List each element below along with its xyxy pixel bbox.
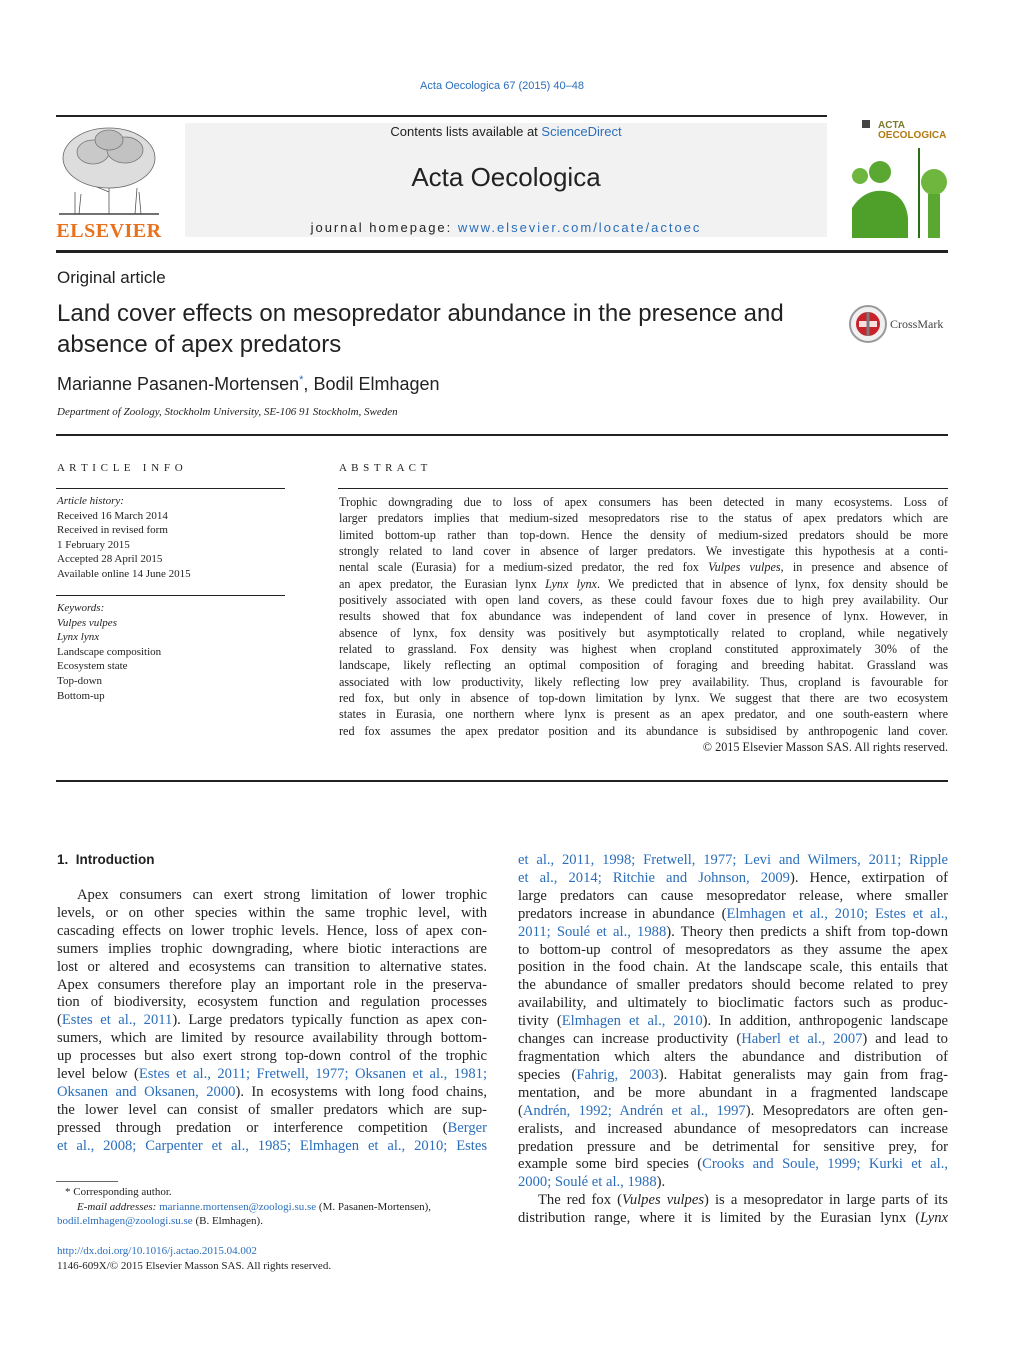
body-line <box>518 1210 948 1228</box>
crossmark-icon <box>848 304 888 344</box>
keyword-item: Landscape composition <box>57 645 162 658</box>
author-separator: , <box>303 374 314 394</box>
keywords-block <box>57 601 161 703</box>
crossmark-label: CrossMark <box>890 317 944 331</box>
body-line <box>518 1031 948 1049</box>
citation-link[interactable]: Oksanen and Oksanen, 2000 <box>57 1083 236 1100</box>
homepage-label: journal homepage: <box>310 220 458 235</box>
issn-line: 1146-609X/© 2015 Elsevier Masson SAS. All rights reserved. <box>57 1260 332 1272</box>
email-label: E-mail addresses: <box>77 1200 160 1213</box>
email-owner-1: (M. Pasanen-Mortensen), <box>316 1200 432 1213</box>
header-top-rule <box>56 115 827 117</box>
history-accepted: Accepted 28 April 2015 <box>57 553 163 566</box>
citation-link[interactable]: Haberl et al., 2007 <box>741 1031 863 1048</box>
elsevier-logo[interactable] <box>55 122 163 240</box>
history-received: Received 16 March 2014 <box>57 509 168 522</box>
body-line: fragmentation which alters the abundance and distribution of <box>518 1048 948 1065</box>
keywords-rule <box>56 595 285 596</box>
footnote-mark: * <box>65 1186 71 1198</box>
abstract-line: Trophic downgrading due to loss of apex consumers has been detected in many ecosystems. Loss of <box>339 495 948 509</box>
footnote-corresponding <box>57 1185 497 1200</box>
intro-left-column <box>57 887 487 1156</box>
body-line: the lower level can consist of smaller predators which are sup- <box>57 1101 487 1118</box>
body-line: sumers implies trophic downgrading, where biotic interactions are <box>57 940 487 957</box>
text-span: predators increase in abundance ( <box>518 905 727 922</box>
article-history <box>57 494 191 582</box>
citation-link[interactable]: 2011; Soulé et al., 1988 <box>518 923 667 940</box>
citation-link[interactable]: et al., 2008; Carpenter et al., 1985; Elmhagen et al., 2010; Estes <box>57 1137 487 1154</box>
affiliation: Department of Zoology, Stockholm University, SE-106 91 Stockholm, Sweden <box>57 406 398 418</box>
article-info-heading: A R T I C L E I N F O <box>57 462 184 474</box>
body-line <box>57 1120 487 1138</box>
text-span: ). Theory then predicts a shift from top-down <box>666 923 948 940</box>
species-name: Lynx lynx <box>545 576 597 591</box>
abstract-text <box>339 494 948 756</box>
contents-available <box>185 124 827 139</box>
species-name: Lynx <box>920 1210 948 1227</box>
body-line: cascading effects on lower trophic levels. Hence, loss of apex con- <box>57 922 487 939</box>
footnote-emails-2 <box>57 1214 497 1229</box>
corresponding-mark[interactable]: * <box>299 374 304 386</box>
abstract-line: larger predators implies that medium-sized mesopredators rise to the status of apex predators which are <box>339 511 948 526</box>
body-line <box>518 1067 948 1085</box>
text-span: ). Mesopredators are often gen- <box>745 1102 948 1119</box>
abstract-span: an apex predator, the Eurasian lynx <box>339 576 546 591</box>
keyword-item: Ecosystem state <box>57 660 128 673</box>
body-line <box>57 1138 487 1156</box>
body-line: Apex consumers therefore play an important role in the preserva- <box>57 976 487 993</box>
text-span: ). Habitat generalists may gain from frag- <box>658 1066 948 1083</box>
text-span: The red fox ( <box>538 1192 622 1209</box>
keyword-item: Top-down <box>57 674 103 687</box>
citation-link[interactable]: et al., 2014; Ritchie and Johnson, 2009 <box>518 869 790 886</box>
body-line: eralists, and increased abundance of mesopredators can increase <box>518 1120 948 1137</box>
citation-link[interactable]: Estes et al., 2011 <box>61 1012 173 1029</box>
journal-homepage <box>185 220 827 235</box>
text-span: ) is a mesopredator in large parts of its <box>704 1192 948 1209</box>
keyword-item: Vulpes vulpes <box>57 616 117 629</box>
journal-citation[interactable]: Acta Oecologica 67 (2015) 40–48 <box>420 80 584 92</box>
citation-link[interactable]: Fahrig, 2003 <box>576 1066 659 1083</box>
email-link-1[interactable]: marianne.mortensen@zoologi.su.se <box>159 1200 317 1213</box>
journal-cover[interactable] <box>848 118 948 240</box>
body-line: tion of biodiversity, ecosystem function and regulation processes <box>57 994 487 1011</box>
affiliation-rule <box>56 434 948 436</box>
homepage-link[interactable]: www.elsevier.com/locate/actoec <box>457 220 702 235</box>
body-line: mentation, and be more abundant in a fragmented landscape <box>518 1084 948 1101</box>
journal-title[interactable]: Acta Oecologica <box>411 162 601 192</box>
body-line: sumers, which are limited by resource availability through bottom- <box>57 1030 487 1047</box>
body-line: levels, or on other species within the same trophic level, with <box>57 904 487 921</box>
citation-link[interactable]: Berger <box>447 1119 487 1136</box>
body-line <box>518 924 948 942</box>
abstract-span: nental scale (Eurasia) for a medium-sized predator, the red fox <box>339 560 709 575</box>
body-line <box>518 906 948 924</box>
author-2[interactable]: Bodil Elmhagen <box>313 374 440 394</box>
body-line <box>57 1012 487 1030</box>
text-span: ) and lead to <box>862 1031 948 1048</box>
author-1[interactable]: Marianne Pasanen-Mortensen <box>57 374 300 394</box>
body-line: the abundance of smaller predators should become related to prey <box>518 977 948 994</box>
body-line: large predators can cause mesopredator release, where smaller <box>518 887 948 904</box>
body-line <box>518 1103 948 1121</box>
abstract-line: related to grassland. Fox density was highest when cropland constituted approximately 30% of the <box>339 642 948 657</box>
body-line: predation pressure and be detrimental for sensitive prey, for <box>518 1138 948 1155</box>
text-span: level below ( <box>57 1066 139 1083</box>
abstract-line: absence of lynx, fox density was positively but asymptotically related to cropland, while negatively <box>339 625 948 640</box>
text-span: ( <box>518 1102 523 1119</box>
abstract-line: positively associated with open land covers, as these could favour foxes due to high prey availability. Our <box>339 593 948 608</box>
section-heading-introduction: 1. Introduction <box>57 852 155 867</box>
intro-right-column <box>518 852 948 1228</box>
citation-link[interactable]: Estes et al., 2011; Fretwell, 1977; Oksanen et al., 1981; <box>138 1066 487 1083</box>
citation-link[interactable]: Elmhagen et al., 2010 <box>561 1013 703 1030</box>
keyword-item: Bottom-up <box>57 689 105 702</box>
abstract-copyright: © 2015 Elsevier Masson SAS. All rights reserved. <box>702 740 948 755</box>
history-label: Article history: <box>57 495 124 507</box>
body-line: lost or altered and ecosystems can transition to alternative states. <box>57 958 487 975</box>
email-owner-2: (B. Elmhagen). <box>192 1215 263 1228</box>
crossmark-button[interactable] <box>848 304 950 344</box>
abstract-line: landscape, likely reflecting an optimal composition of foraging and breeding habitat. Grassland was <box>339 658 948 673</box>
article-title <box>57 298 784 360</box>
body-line <box>57 1084 487 1102</box>
abstract-span: . We predicted that in absence of lynx, fox density should be <box>596 576 948 591</box>
abstract-rule <box>338 488 948 489</box>
body-line <box>518 1192 948 1210</box>
footnote-rule <box>56 1181 118 1182</box>
abstract-line: associated with low productivity, likely reflecting low prey availability. Thus, cropland is favourable for <box>339 674 948 689</box>
sciencedirect-link[interactable]: ScienceDirect <box>541 124 622 139</box>
body-line <box>57 1066 487 1084</box>
text-span: ). Large predators typically function as apex con- <box>172 1012 487 1029</box>
history-online: Available online 14 June 2015 <box>57 567 191 580</box>
body-line <box>518 1156 948 1174</box>
text-span: ). In addition, anthropogenic landscape <box>702 1013 948 1030</box>
body-line <box>518 870 948 888</box>
cover-title-line2: OECOLOGICA <box>878 130 947 141</box>
text-span: ( <box>57 1012 62 1029</box>
species-name: Vulpes vulpes <box>621 1192 705 1209</box>
citation-link[interactable]: 2000; Soulé et al., 1988 <box>518 1174 657 1191</box>
cover-art-icon <box>848 148 948 238</box>
text-span: tivity ( <box>518 1013 562 1030</box>
text-span: distribution range, where it is limited by the Eurasian lynx ( <box>518 1210 921 1227</box>
body-line <box>518 1013 948 1031</box>
body-line: availability, and ultimately to bioclimatic factors such as produc- <box>518 995 948 1012</box>
contents-prefix: Contents lists available at <box>390 124 542 139</box>
text-span: ). Hence, extirpation of <box>789 869 948 886</box>
doi-link[interactable]: http://dx.doi.org/10.1016/j.actao.2015.04.002 <box>57 1245 257 1257</box>
text-span: changes can increase productivity ( <box>518 1031 742 1048</box>
body-line: to bottom-up control of mesopredators as they assume the apex <box>518 941 948 958</box>
citation-link[interactable]: Andrén, 1992; Andrén et al., 1997 <box>522 1102 746 1119</box>
abstract-line <box>339 559 948 575</box>
author-list <box>57 374 440 395</box>
abstract-line: red fox, but only in absence of top-down limitation by lynx. We suggest that there are two ecosystem <box>339 691 948 706</box>
body-line <box>518 1174 948 1192</box>
history-revised-1: Received in revised form <box>57 524 168 537</box>
abstract-line: strongly related to land cover in absence of larger predators. We investigate this hypothesis at a conti- <box>339 544 948 559</box>
citation-link[interactable]: et al., 2011, 1998; Fretwell, 1977; Levi and Wilmers, 2011; Ripple <box>518 852 948 868</box>
email-link-2[interactable]: bodil.elmhagen@zoologi.su.se <box>57 1215 193 1228</box>
article-info-rule <box>56 488 285 489</box>
body-line: up processes but also exert strong top-down control of the trophic <box>57 1048 487 1065</box>
text-span: pressed through predation or interference competition ( <box>57 1119 448 1136</box>
abstract-line: red fox assumes the apex predator position and its abundance is subsidised by anthropogenic land cover. <box>339 723 948 738</box>
abstract-heading: A B S T R A C T <box>339 462 429 474</box>
abstract-bottom-rule <box>56 780 948 782</box>
keywords-label: Keywords: <box>57 602 105 614</box>
article-type: Original article <box>57 268 166 287</box>
text-span: example some bird species ( <box>518 1156 703 1173</box>
article-title-line1: Land cover effects on mesopredator abundance in the presence and <box>57 300 784 327</box>
abstract-line <box>339 576 948 592</box>
footnote <box>57 1185 497 1229</box>
history-revised-2: 1 February 2015 <box>57 538 130 551</box>
footnote-emails <box>57 1200 497 1215</box>
cover-title-line1: ACTA <box>878 120 906 131</box>
elsevier-tree-icon <box>55 122 163 218</box>
cover-mark-icon <box>862 120 870 128</box>
body-line <box>518 852 948 870</box>
footnote-corresponding-text: Corresponding author. <box>73 1186 172 1198</box>
text-span: species ( <box>518 1066 577 1083</box>
abstract-line: limited bottom-up rather than top-down. Hence the density of medium-sized predators should be more <box>339 527 948 542</box>
header-bottom-rule <box>56 250 948 253</box>
article-title-line2: absence of apex predators <box>57 331 342 358</box>
body-line: Apex consumers can exert strong limitation of lower trophic <box>77 887 487 903</box>
abstract-line: results showed that fox abundance was independent of land cover in presence of lynx. However, in <box>339 609 948 624</box>
elsevier-wordmark: ELSEVIER <box>56 220 162 242</box>
species-name: Vulpes vulpes <box>708 560 781 575</box>
abstract-line: states in Eurasia, one northern where lynx is present as an apex predator, and one south-eastern where <box>339 707 948 722</box>
text-span: ). <box>656 1174 666 1191</box>
body-line: position in the food chain. At the landscape scale, this entails that <box>518 959 948 976</box>
citation-link[interactable]: Elmhagen et al., 2010; Estes et al., <box>726 905 948 922</box>
citation-link[interactable]: Crooks and Soule, 1999; Kurki et al., <box>702 1156 948 1173</box>
text-span: ). In ecosystems with long food chains, <box>235 1083 487 1100</box>
abstract-span: , in presence and absence of <box>780 560 948 575</box>
keyword-item: Lynx lynx <box>57 631 100 644</box>
